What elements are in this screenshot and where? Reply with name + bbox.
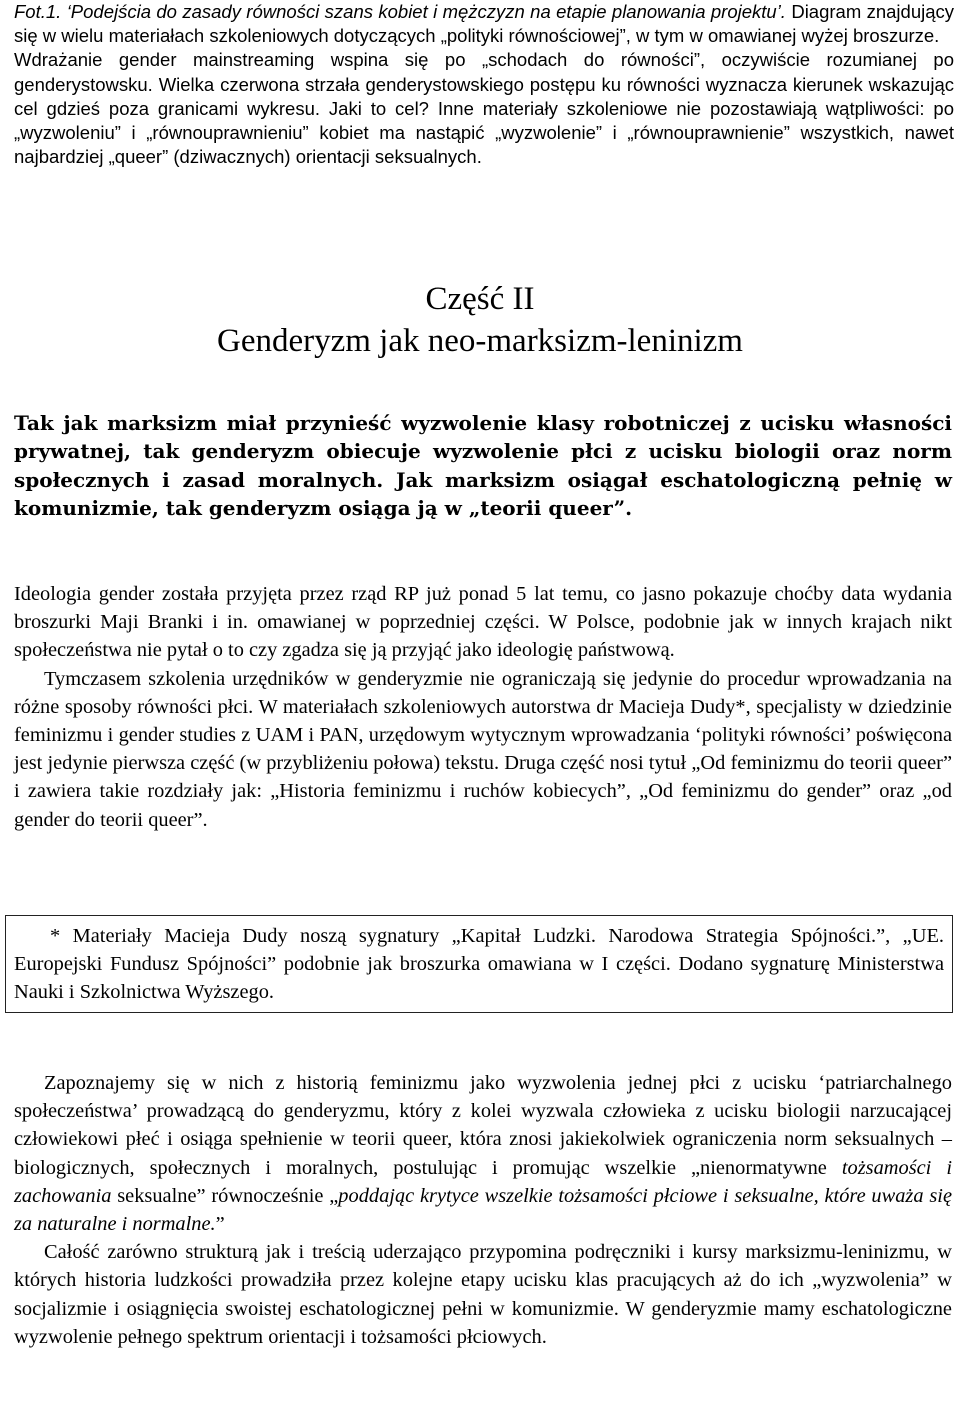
body-section-2 xyxy=(14,1069,952,1351)
figure-title: ‘Podejścia do zasady równości szans kobiet i mężczyzn na etapie planowania projektu’. xyxy=(66,1,786,22)
caption-text: Diagram znajdujący się w wielu materiałach szkoleniowych dotyczących „polityki równościowej”, w tym w omawianej wyżej broszurze. xyxy=(14,1,955,47)
caption-para-2: Wdrażanie gender mainstreaming wspina się po „schodach do równości”, oczywiście rozumianej po genderystowsku. Wielka czerwona strzała genderystowskiego postępu ku równości wyznacza kierunek wskazując cel gdzieś poza granicami wykresu. Jaki to cel? Inne materiały szkoleniowe nie pozostawiają wątpliwości: po „wyzwoleniu” i „równouprawnieniu” kobiet ma nastąpić „wyzwolenie” i „równouprawnienie” wszystkich, nawet najbardziej „queer” (dziwacznych) orientacji seksualnych. xyxy=(14,49,954,168)
paragraph: Ideologia gender została przyjęta przez rząd RP już ponad 5 lat temu, co jasno pokazuje choćby data wydania broszurki Maji Branki i in. omawianej w poprzedniej części. W Polsce, podobnie jak w innych krajach nikt społeczeństwa nie pytał o to czy zgadza się ją przyjąć jako ideologię państwową. xyxy=(14,583,952,662)
footnote-box xyxy=(5,915,953,1013)
text-run: ” xyxy=(215,1213,225,1236)
footnote-text: * Materiały Macieja Dudy noszą sygnatury „Kapitał Ludzki. Narodowa Strategia Spójności.”, „UE. Europejski Fundusz Spójności” podobnie jak broszurka omawiana w I części. Dodano sygnaturę Ministerstwa Nauki i Szkolnictwa Wyższego. xyxy=(14,925,944,1004)
figure-caption xyxy=(14,0,954,169)
paragraph: Tymczasem szkolenia urzędników w genderyzmie nie ograniczają się jedynie do procedur wprowadzania na różne sposoby równości płci. W materiałach szkoleniowych autorstwa dr Macieja Dudy*, specjalisty w dziedzinie feminizmu i gender studies z UAM i PAN, urzędowym wytycznym wprowadzania ‘polityki równości’ poświęcona jest jedynie pierwsza część (w przybliżeniu połowa) tekstu. Druga część nosi tytuł „Od feminizmu do teorii queer” i zawiera takie rozdziały jak: „Historia feminizmu i ruchów kobiecych”, „Od feminizmu do gender” oraz „od gender do teorii queer”. xyxy=(14,667,952,831)
italic-text-run: tożsamości i zachowania xyxy=(14,1156,952,1207)
lead-paragraph: Tak jak marksizm miał przynieść wyzwolenie klasy robotniczej z ucisku własności prywatnej, tak genderyzm obiecuje wyzwolenie płci z ucisku biologii oraz norm społecznych i zasad moralnych. Jak marksizm osiągał eschatologiczną pełnię w komunizmie, tak genderyzm osiąga ją w „teorii queer”. xyxy=(14,411,952,520)
text-run: Zapoznajemy się w nich z historią feminizmu jako wyzwolenia jednej płci z ucisku ‘patriarchalnego społeczeństwa’ prowadzącą do genderyzmu, który z kolei wyzwala człowieka z ucisku biologii narzucającej człowiekowi płeć i osiąga spełnienie w teorii queer, która znosi jakiekolwiek ograniczenia norm seksualnych – biologicznych, społecznych i moralnych, postulując i promując wszelkie „nienormatywne xyxy=(14,1072,952,1179)
part-title: Genderyzm jak neo-marksizm-leninizm xyxy=(217,323,743,359)
figure-label: Fot.1. xyxy=(14,1,62,22)
paragraph xyxy=(14,1069,952,1238)
part-number: Część II xyxy=(425,281,535,317)
part-heading xyxy=(0,278,960,362)
paragraph: Całość zarówno strukturą jak i treścią uderzająco przypomina podręczniki i kursy marksizmu-leninizmu, w których historia ludzkości prowadziła przez kolejne etapy ucisku klas pracujących aż do ich „wyzwolenia” w socjalizmie i osiągnięcia swoistej eschatologicznej pełni w komunizmie. W genderyzmie mamy eschatologiczne wyzwolenie pełnego spektrum orientacji i tożsamości płciowych. xyxy=(14,1241,952,1348)
text-run: seksualne” równocześnie „ xyxy=(117,1184,339,1207)
caption-para-1 xyxy=(14,0,954,48)
body-section-1 xyxy=(14,580,952,834)
italic-text-run: poddając krytyce wszelkie tożsamości płciowe i seksualne, które uważa się za naturalne i normalne. xyxy=(14,1184,952,1236)
